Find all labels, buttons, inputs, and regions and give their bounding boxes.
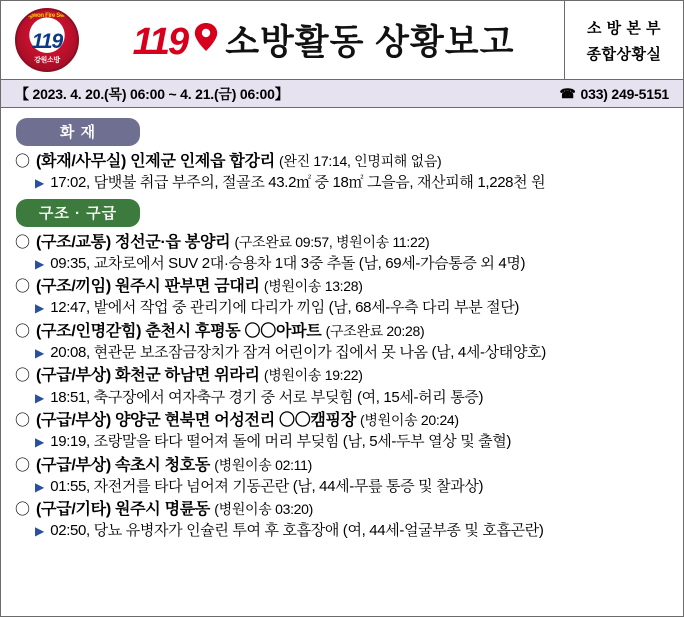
incident-item — [13, 410, 673, 452]
incident-headline — [15, 151, 673, 172]
incident-headline — [15, 365, 673, 386]
triangle-right-icon: ▶ — [35, 524, 45, 539]
incident-headline-text — [36, 276, 363, 297]
agency-emblem — [1, 8, 93, 72]
section-title-fire: 화 재 — [16, 118, 140, 146]
incident-item — [13, 365, 673, 407]
incident-headline — [15, 276, 673, 297]
period-bar — [1, 80, 683, 108]
incident-location: 원주시 판부면 금대리 — [115, 278, 260, 296]
page-title: 소방활동 상황보고 — [225, 23, 515, 62]
phone-number: 033) 249-5151 — [580, 85, 669, 102]
incident-detail-text: 18:51, 축구장에서 여자축구 경기 중 서로 부딪힘 (여, 15세-허리 통증) — [50, 388, 484, 406]
incident-headline — [15, 321, 673, 342]
section-fire — [13, 115, 673, 193]
logo-119: 119 — [132, 20, 188, 63]
incident-item — [13, 455, 673, 497]
incident-detail-text: 02:50, 당뇨 유병자가 인슐린 투여 후 호흡장애 (여, 44세-얼굴부종 및 호흡곤란) — [50, 522, 544, 540]
incident-detail-text: 09:35, 교차로에서 SUV 2대·승용차 1대 3중 추돌 (남, 69세-가슴통증 외 4명) — [50, 254, 526, 272]
incident-location: 속초시 청호동 — [115, 456, 211, 474]
incident-headline-text — [36, 455, 312, 476]
emblem-number: 119 — [31, 30, 63, 53]
map-pin-icon — [193, 22, 219, 52]
incident-item — [13, 276, 673, 318]
incident-status: (구조완료 09:57, 병원이송 11:22) — [234, 233, 430, 250]
circle-marker-icon: 〇 — [15, 456, 31, 474]
incident-detail-text: 19:19, 조랑말을 타다 떨어져 돌에 머리 부딪힘 (남, 5세-두부 열상 및 출혈) — [50, 433, 512, 451]
incident-category: (구조/교통) — [36, 233, 111, 251]
incident-headline — [15, 455, 673, 476]
triangle-right-icon: ▶ — [35, 479, 45, 494]
triangle-right-icon: ▶ — [35, 435, 45, 450]
title-area — [93, 15, 564, 65]
incident-headline-text — [36, 151, 441, 172]
incident-status: (병원이송 19:22) — [263, 367, 363, 384]
circle-marker-icon: 〇 — [15, 278, 31, 296]
incident-detail — [35, 388, 673, 408]
incident-headline-text — [36, 232, 429, 253]
circle-marker-icon: 〇 — [15, 153, 31, 170]
report-body — [1, 108, 683, 541]
incident-detail-text: 01:55, 자전거를 타다 넘어져 기동곤란 (남, 44세-무릎 통증 및 찰과상) — [50, 477, 484, 495]
emblem-top-text: Gangwon Fire Service — [18, 13, 76, 19]
incident-category: (구급/부상) — [36, 412, 111, 430]
incident-status: (구조완료 20:28) — [325, 322, 425, 339]
incident-status: (병원이송 02:11) — [214, 456, 312, 473]
incident-status: (완진 17:14, 인명피해 없음) — [279, 153, 442, 169]
incident-detail — [35, 254, 673, 274]
incident-headline-text — [36, 365, 363, 386]
incident-item — [13, 151, 673, 193]
incident-location: 정선군·읍 봉양리 — [115, 233, 231, 251]
incident-detail — [35, 173, 673, 193]
section-title-rescue: 구조 · 구급 — [16, 199, 140, 227]
triangle-right-icon: ▶ — [35, 256, 45, 271]
incident-category: (구급/부상) — [36, 456, 111, 474]
issuing-office — [564, 1, 683, 79]
incident-item — [13, 321, 673, 363]
incident-detail — [35, 477, 673, 497]
circle-marker-icon: 〇 — [15, 501, 31, 519]
incident-detail — [35, 521, 673, 541]
phone-icon: ☎ — [559, 85, 576, 101]
issuing-office-line1: 소 방 본 부 — [587, 19, 661, 37]
incident-location: 화천군 하남면 위라리 — [115, 367, 260, 385]
section-rescue — [13, 196, 673, 541]
incident-category: (구조/끼임) — [36, 278, 111, 296]
incident-headline — [15, 410, 673, 431]
issuing-office-line2: 종합상황실 — [586, 45, 662, 63]
incident-detail-text: 17:02, 담뱃불 취급 부주의, 절골조 43.2㎡ 중 18㎡ 그을음, 재산피해 1,228천 원 — [50, 174, 546, 192]
emblem-bottom-text: 강원소방 — [34, 57, 60, 64]
incident-item — [13, 232, 673, 274]
circle-marker-icon: 〇 — [15, 322, 31, 340]
triangle-right-icon: ▶ — [35, 390, 45, 405]
incident-location: 양양군 현북면 어성전리 〇〇캠핑장 — [115, 412, 356, 430]
incident-category: (구급/기타) — [36, 501, 111, 519]
incident-category: (구조/인명갇힘) — [36, 322, 142, 340]
incident-location: 춘천시 후평동 〇〇아파트 — [145, 322, 322, 340]
report-header — [1, 1, 683, 80]
circle-marker-icon: 〇 — [15, 412, 31, 430]
incident-headline-text — [36, 321, 424, 342]
report-period: 【 2023. 4. 20.(목) 06:00 ~ 4. 21.(금) 06:00】 — [15, 85, 289, 102]
incident-location: 인제군 인제읍 합강리 — [130, 153, 275, 170]
circle-marker-icon: 〇 — [15, 367, 31, 385]
triangle-right-icon: ▶ — [35, 176, 45, 191]
incident-detail — [35, 432, 673, 452]
incident-headline — [15, 499, 673, 520]
incident-location: 원주시 명륜동 — [115, 501, 211, 519]
triangle-right-icon: ▶ — [35, 345, 45, 360]
incident-detail — [35, 343, 673, 363]
incident-headline-text — [36, 499, 313, 520]
incident-status: (병원이송 03:20) — [214, 501, 313, 518]
incident-item — [13, 499, 673, 541]
contact-info — [560, 86, 669, 102]
incident-detail-text: 12:47, 밭에서 작업 중 관리기에 다리가 끼임 (남, 68세-우측 다리 부분 절단) — [50, 299, 520, 317]
incident-category: (구급/부상) — [36, 367, 111, 385]
emblem-circle — [15, 8, 79, 72]
incident-detail — [35, 298, 673, 318]
incident-detail-text: 20:08, 현관문 보조잠금장치가 잠겨 어린이가 집에서 못 나옴 (남, 4세-상태양호) — [50, 343, 546, 361]
incident-category: (화재/사무실) — [36, 153, 126, 170]
incident-headline — [15, 232, 673, 253]
incident-status: (병원이송 13:28) — [263, 278, 363, 295]
circle-marker-icon: 〇 — [15, 233, 31, 251]
triangle-right-icon: ▶ — [35, 301, 45, 316]
incident-headline-text — [36, 410, 459, 431]
incident-status: (병원이송 20:24) — [360, 412, 459, 429]
